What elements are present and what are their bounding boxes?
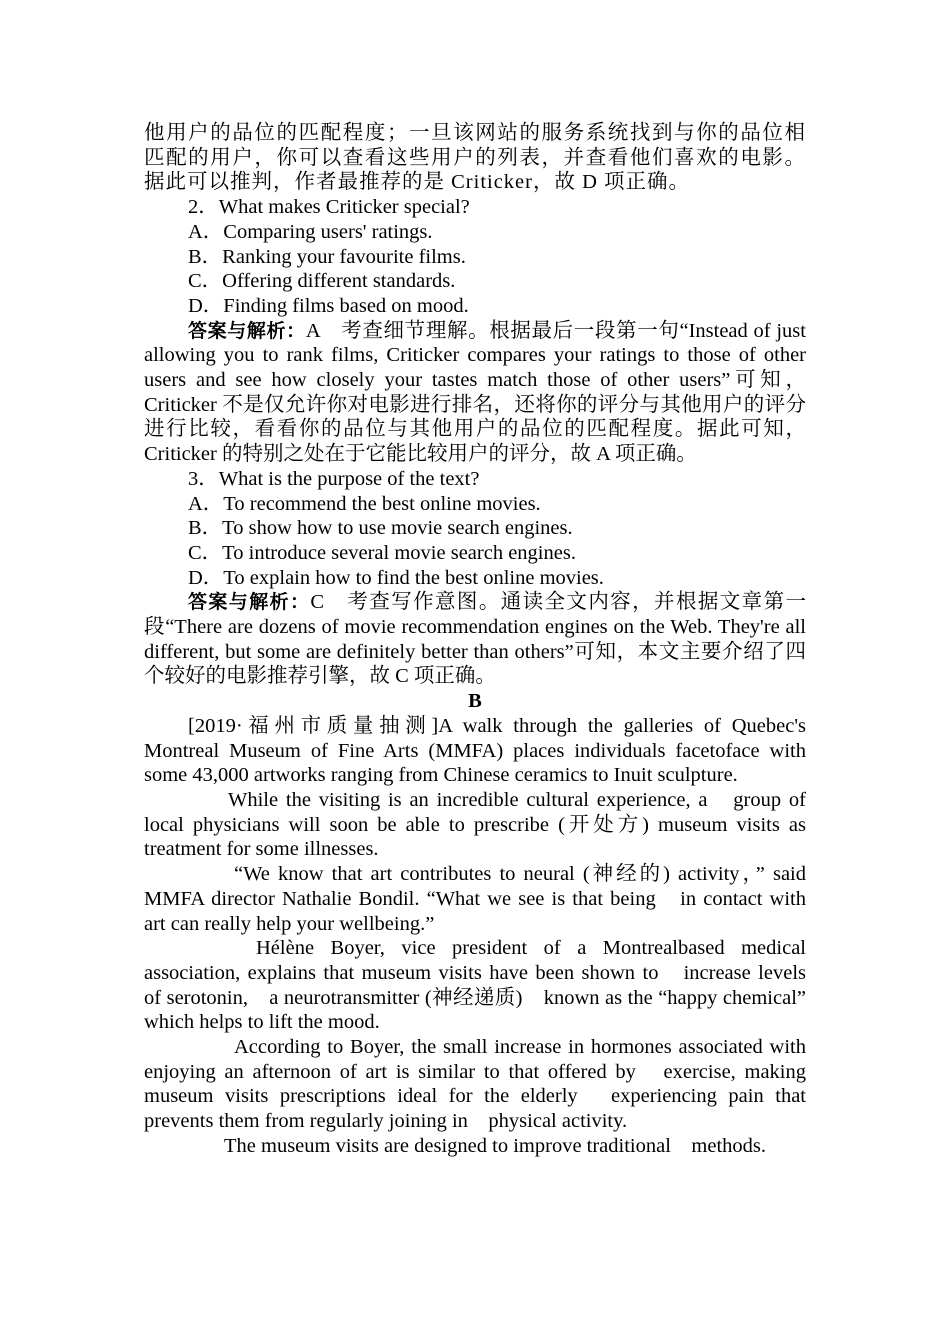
question-block-2 [144, 195, 806, 467]
option-c: C．Offering different standards. [188, 270, 456, 293]
answer-label: 答案与解析： [188, 591, 311, 614]
option-b: B．To show how to use movie search engines. [188, 517, 573, 540]
option-a: A．Comparing users' ratings. [188, 220, 433, 243]
option-c: C．To introduce several movie search engines. [188, 541, 576, 564]
section-title: B [468, 690, 482, 713]
passage-paragraph-2: While the visiting is an incredible cultural experience, a group of local physicians will soon be able to prescribe (开处方) museum visits as treatment for some illnesses. [144, 788, 806, 861]
intro-paragraph: 他用户的品位的匹配程度；一旦该网站的服务系统找到与你的品位相匹配的用户，你可以查看这些用户的列表，并查看他们喜欢的电影。据此可以推判，作者最推荐的是 Criticker，故 D 项正确。 [144, 122, 806, 194]
option-d: D．To explain how to find the best online movies. [188, 566, 604, 589]
document-body [144, 121, 827, 1159]
passage-paragraph-3: “We know that art contributes to neural (神经的) activity，” said MMFA director Nathalie Bondil. “What we see is that being in contact with art can really help your wellbeing.” [144, 863, 806, 935]
question-text: 3．What is the purpose of the text? [188, 467, 480, 490]
question-text: 2．What makes Criticker special? [188, 196, 470, 219]
answer-label: 答案与解析： [188, 319, 306, 342]
option-d: D．Finding films based on mood. [188, 294, 469, 317]
option-a: A．To recommend the best online movies. [188, 492, 541, 515]
passage-paragraph-4: Hélène Boyer, vice president of a Montrealbased medical association, explains that museum visits have been shown to increase levels of serotonin, a neurotransmitter (神经递质) known as the “happy chemical” which helps to lift the mood. [144, 937, 827, 1034]
question-block-3 [144, 467, 806, 689]
passage-paragraph-1: [2019·福州市质量抽测]A walk through the galleries of Quebec's Montreal Museum of Fine Arts (MMFA) places individuals facetoface with some 43,000 artworks ranging from Chinese ceramics to Inuit sculpture. [144, 714, 806, 787]
passage-paragraph-6: The museum visits are designed to improve traditional methods. [224, 1134, 767, 1157]
answer-text: A 考查细节理解。根据最后一段第一句“Instead of just allowing you to rank films, Criticker compares your ratings to those of other users and see how closely your tastes match those of other users”可知，Criticker 不是仅允许你对电影进行排名，还将你的评分与其他用户的评分进行比较，看看你的品位与其他用户的品位的匹配程度。据此可知，Criticker 的特别之处在于它能比较用户的评分，故 A 项正确。 [144, 319, 806, 466]
answer-text: C 考查写作意图。通读全文内容，并根据文章第一段“There are dozens of movie recommendation engines on the Web. They're all different, but some are definitely better than others”可知，本文主要介绍了四个较好的电影推荐引擎，故 C 项正确。 [144, 591, 806, 688]
passage-paragraph-5: According to Boyer, the small increase in hormones associated with enjoying an afternoon of art is similar to that offered by exercise, making museum visits prescriptions ideal for the elderly experiencing pain that prevents them from regularly joining in physical activity. [144, 1036, 806, 1133]
answer-explanation [144, 590, 806, 689]
option-b: B．Ranking your favourite films. [188, 245, 466, 268]
answer-explanation [144, 319, 806, 467]
